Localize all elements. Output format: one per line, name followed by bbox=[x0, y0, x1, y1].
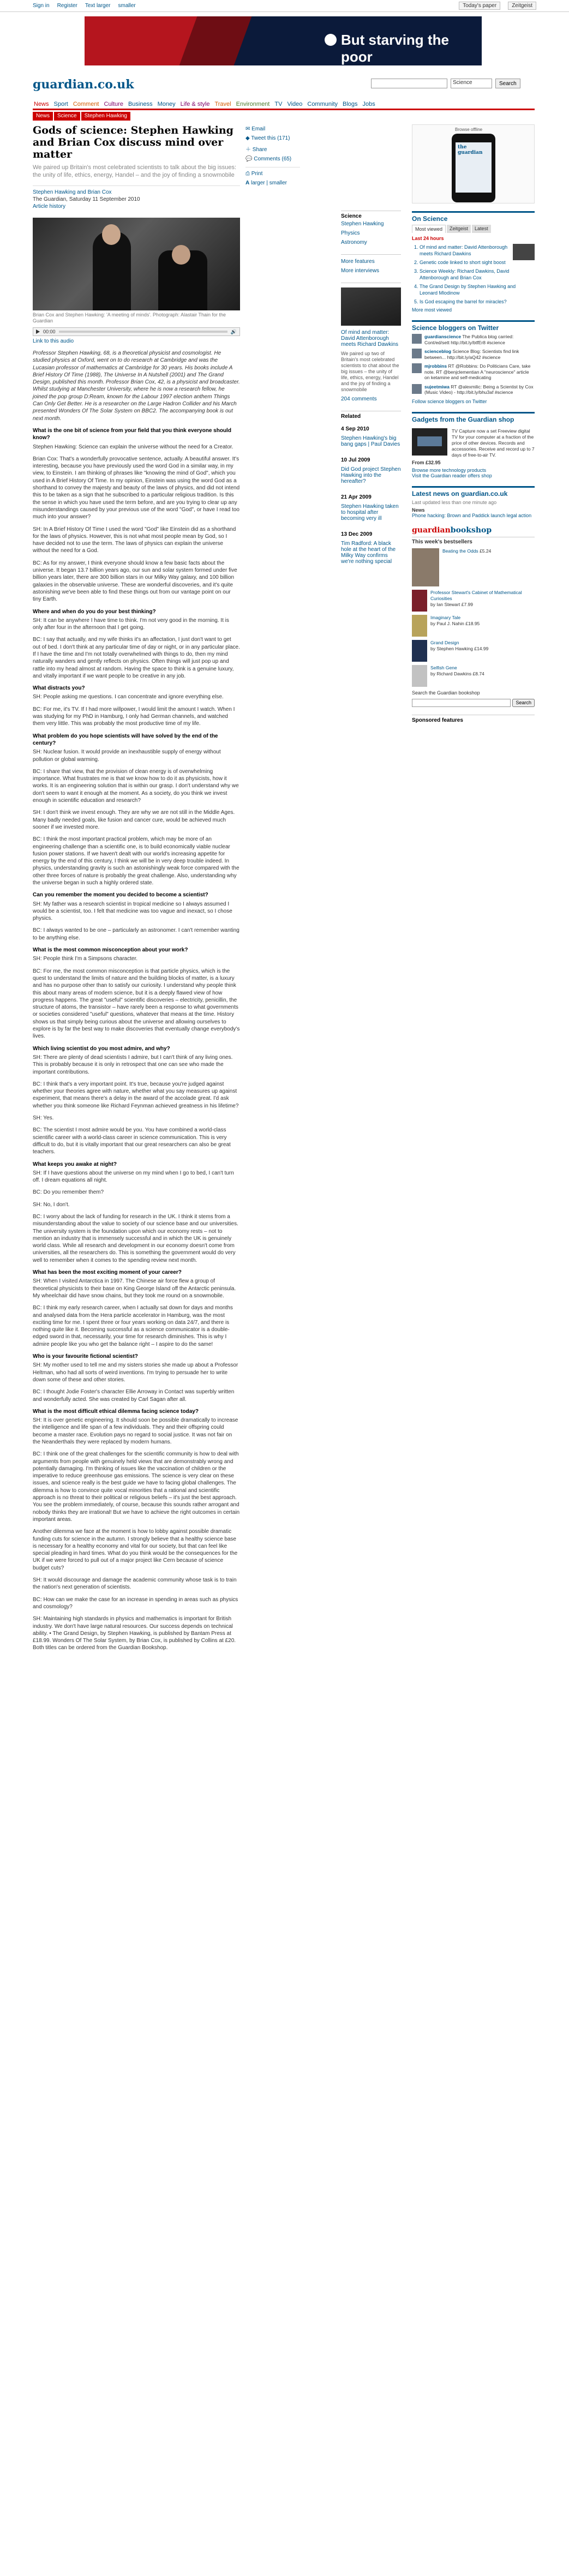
bookshop-logo[interactable] bbox=[412, 526, 535, 535]
list-item[interactable]: 2. Genetic code linked to short sight boost bbox=[420, 259, 535, 266]
interview-question: What distracts you? bbox=[33, 685, 85, 692]
book-price: £8.74 bbox=[472, 670, 484, 676]
related-heading: Related bbox=[341, 414, 361, 420]
section-heading: Science bbox=[341, 213, 362, 219]
article-paragraph: BC: I worry about the lack of funding for research in the UK. I think it stems from a misunderstanding about the value to society of our science base and our universities. The university system is the foundation upon which our economy rests – not to mention an industry that is immensely successful and in which the UK is genuinely world class. While all research and development in our economy doesn't come from universities, all the researchers do. This is something the government would do very well to remember when it comes to the spending review next month. bbox=[33, 1213, 238, 1263]
article-paragraph: BC: The scientist I most admire would be you. You have combined a world-class scientific career with a world-class career in science communication. This is very difficult to do, but it is vitally important that our great researchers can also be great teachers. bbox=[33, 1127, 231, 1155]
sponsored-features-heading: Sponsored features bbox=[412, 715, 535, 723]
book-price: £7.99 bbox=[461, 601, 473, 607]
book-cover bbox=[412, 640, 427, 662]
related-date: 10 Jul 2009 bbox=[341, 457, 370, 463]
latest-news-heading: Latest news on guardian.co.uk bbox=[412, 489, 508, 498]
article-paragraph: SH: In A Brief History Of Time I used the word "God" like Einstein did as a shorthand for the laws of physics. However, this is not what most people mean by God, so I have decided not to use the term. The laws of physics can explain the universe without the need for a God. bbox=[33, 526, 236, 554]
byline-source: The Guardian, Saturday 11 September 2010 bbox=[33, 196, 140, 202]
bookshop-search-label: Search the Guardian bookshop bbox=[412, 690, 480, 696]
blogger-text: The Publica blog carried: Cont/ed/sett http://bit.ly/btfEr8 #science bbox=[424, 334, 514, 345]
gadgets-heading: Gadgets from the Guardian shop bbox=[412, 415, 514, 423]
book-price: £14.99 bbox=[474, 645, 489, 651]
email-label: Email bbox=[251, 126, 266, 132]
article-paragraph: BC: How can we make the case for an increase in spending in areas such as physics and cosmology? bbox=[33, 1596, 238, 1610]
book-author: by Stephen Hawking bbox=[430, 645, 473, 651]
interview-question: What is the most common misconception about your work? bbox=[33, 947, 188, 954]
article-paragraph: Stephen Hawking: Science can explain the universe without the need for a Creator. bbox=[33, 444, 233, 450]
comments-link[interactable]: 💬 Comments (65) bbox=[245, 156, 292, 162]
bloggers-panel bbox=[412, 320, 535, 404]
blogger-name[interactable]: guardianscience bbox=[424, 334, 462, 339]
article-paragraph: BC: I always wanted to be one – particularly an astronomer. I can't remember wanting to be anything else. bbox=[33, 927, 239, 941]
interview-question: Which living scientist do you most admire, and why? bbox=[33, 1045, 170, 1052]
comments-label: Comments (65) bbox=[254, 156, 292, 162]
phone-ad-label: Browse offline bbox=[455, 127, 483, 132]
book-item[interactable] bbox=[412, 615, 535, 637]
nav-life-style[interactable]: Life & style bbox=[180, 101, 210, 107]
text-larger-link[interactable]: Text larger bbox=[85, 3, 111, 9]
book-author: by Richard Dawkins bbox=[430, 670, 472, 676]
article-paragraph: SH: If I have questions about the universe on my mind when I go to bed, I can't turn off. I dream equations all night. bbox=[33, 1170, 234, 1184]
avatar[interactable] bbox=[412, 363, 422, 373]
phone-screen-text: the guardian bbox=[458, 145, 483, 155]
more-features-link[interactable]: More features bbox=[341, 259, 375, 265]
tweet-label: Tweet this (171) bbox=[251, 135, 290, 141]
tweet-button[interactable]: ◆ Tweet this (171) bbox=[245, 135, 290, 141]
list-item[interactable]: 4. The Grand Design by Stephen Hawking and Leonard Mlodinow bbox=[420, 283, 535, 296]
phone-screen bbox=[456, 142, 492, 193]
interview-question: What problem do you hope scientists will have solved by the end of the century? bbox=[33, 733, 218, 746]
book-item[interactable] bbox=[412, 665, 535, 687]
bookshop-logo-guardian: guardian bbox=[412, 525, 451, 535]
nav-community[interactable]: Community bbox=[307, 101, 338, 107]
product-image bbox=[412, 428, 447, 456]
nav-money[interactable]: Money bbox=[157, 101, 176, 107]
byline bbox=[33, 185, 240, 210]
book-cover bbox=[412, 665, 427, 687]
article-paragraph: SH: I don't think we invest enough. They are why we are not still in the Middle Ages. Many badly needed goals, like fusion and cancer cure, would be achieved much sooner if we invested more. bbox=[33, 810, 235, 830]
nav-news[interactable]: News bbox=[34, 101, 49, 107]
ad-logo-icon bbox=[325, 34, 337, 46]
blogger-text: RT @alexmilic: Being a Scientist by Cox (Music Video) - http://bit.ly/bhu3af #science bbox=[424, 384, 534, 395]
ad-banner[interactable] bbox=[85, 16, 482, 65]
book-cover bbox=[412, 548, 439, 586]
article-tools bbox=[245, 124, 401, 565]
video-thumbnail[interactable] bbox=[341, 287, 401, 326]
book-item[interactable] bbox=[412, 640, 535, 662]
bloggers-heading: Science bloggers on Twitter bbox=[412, 324, 499, 332]
article-paragraph: SH: Yes. bbox=[33, 1115, 54, 1122]
article-paragraph: SH: When I visited Antarctica in 1997. The Chinese air force flew a group of theoretical physicists to their base on King George Island off the Antarctic peninsula. My wheelchair did have snow chains, but they took me round on a snowmobile. bbox=[33, 1278, 236, 1299]
blogger-name[interactable]: sujeetmiwa bbox=[424, 384, 450, 390]
latest-news-item[interactable]: Phone hacking: Brown and Paddick launch legal action bbox=[412, 512, 532, 518]
sign-in-link[interactable]: Sign in bbox=[33, 3, 50, 9]
article-paragraph: Brian Cox: That's a wonderfully provocative sentence, actually. A beautiful answer. It's interesting, because you have previously used the word God in a similar way, in my view, to Einstein. I am thinking of phrases like "knowing the mind of God", which you used in A Brief History Of Time. In my opinion, Einstein was using the word God as a shorthand to convey the majesty and beauty of the laws of physics, and did not intend this to be taken as a sign that he subscribed to a particular religious tradition. Is this the sense in which you have used the term before, and are you trying to clear up any misunderstandings caused by your previous use of the word "God", or have I read too much into your answer? bbox=[33, 456, 240, 520]
related-date: 4 Sep 2010 bbox=[341, 426, 369, 432]
right-column bbox=[412, 124, 535, 723]
audio-time: 00:00 bbox=[43, 329, 56, 334]
nav-sport[interactable]: Sport bbox=[53, 101, 68, 107]
article-paragraph: BC: I think my early research career, when I actually sat down for days and months and analysed data from the Hera particle accelerator in Hamburg, was the most exciting time for me. I spent three or four years working on data 24/7, and there is nothing quite like it. Becoming successful as a science communicator is a double-edged sword in that, necessarily, your time for research diminishes. This is why I admire people like you who get the balance right – I aspire to do the same! bbox=[33, 1305, 233, 1347]
gadget-price: From £32.95 bbox=[412, 459, 441, 465]
blogger-name[interactable]: scienceblog bbox=[424, 349, 452, 354]
photo-caption: Brian Cox and Stephen Hawking: 'A meeting of minds'. Photograph: Alastair Thain for the Guardian bbox=[33, 312, 226, 324]
article-paragraph: SH: It can be anywhere I have time to think. I'm not very good in the morning. It is only after four in the afternoon that I get going. bbox=[33, 617, 229, 631]
tab-zeitgeist[interactable]: Zeitgeist bbox=[447, 225, 471, 233]
related-block bbox=[341, 411, 401, 570]
section-link-hawking[interactable]: Stephen Hawking bbox=[341, 221, 384, 227]
interview-question: Can you remember the moment you decided to become a scientist? bbox=[33, 892, 208, 898]
register-link[interactable]: Register bbox=[57, 3, 77, 9]
nav-video[interactable]: Video bbox=[287, 101, 303, 107]
interview-question: Who is your favourite fictional scientist? bbox=[33, 1353, 138, 1360]
list-item-label: Of mind and matter: David Attenborough meets Richard Dawkins bbox=[420, 244, 508, 256]
breadcrumb bbox=[33, 112, 130, 121]
article-paragraph: Another dilemma we face at the moment is how to lobby against possible dramatic funding cuts for science in the autumn. I strongly believe that a healthy science base is necessary for a healthy economy and vital for our society, but that can feel like special pleading in hard times. What do you think would be the consequences for the UK if we were forced to pull out of a major project like Cern because of science budget cuts? bbox=[33, 1529, 238, 1571]
related-item bbox=[341, 423, 401, 451]
hero-photo bbox=[33, 218, 240, 310]
nav-jobs[interactable]: Jobs bbox=[362, 101, 375, 107]
article-paragraph: BC: As for my answer, I think everyone should know a few basic facts about the universe. It began 13.7 billion years ago, our sun and solar system formed under five billion years later, there are 300 billion stars in our Milky Way galaxy, and 100 billion galaxies in the observable universe. These are wonderful discoveries, and it's quite astonishing we've been able to find these things out from our vantage point on our tiny Earth. bbox=[33, 560, 237, 603]
article-paragraph: SH: Maintaining high standards in physics and mathematics is important for British industry. We don't have large natural resources. Our success depends on technical ability. • The Grand Design, by Stephen Hawking, is published by Bantam Press at £18.99. Wonders Of The Solar System, by Brian Cox, is published by Collins at £20. Both titles can be ordered from the Guardian Bookshop. bbox=[33, 1616, 236, 1651]
site-search bbox=[371, 79, 520, 88]
blogger-entry bbox=[412, 334, 535, 345]
blogger-entry bbox=[412, 384, 535, 396]
article-paragraph: SH: My mother used to tell me and my sisters stories she made up about a Professor Heltman, who had all sorts of weird inventions. I'm trying to persuade her to write down some of these and other stories. bbox=[33, 1362, 238, 1383]
article-paragraph: SH: It would discourage and damage the academic community whose task is to train the nation's next generation of scientists. bbox=[33, 1577, 237, 1591]
related-item bbox=[341, 491, 401, 525]
gadgets-panel bbox=[412, 412, 535, 478]
nav-environment[interactable]: Environment bbox=[236, 101, 270, 107]
blogger-name[interactable]: mjrobbins bbox=[424, 363, 447, 369]
gadget-promo[interactable] bbox=[412, 428, 535, 458]
more-most-viewed-link[interactable]: More most viewed bbox=[412, 307, 452, 313]
video-title[interactable]: Of mind and matter: David Attenborough meets Richard Dawkins bbox=[341, 330, 399, 348]
article-paragraph: BC: I thought Jodie Foster's character Ellie Arroway in Contact was superbly written and wonderfully acted. She was created by Carl Sagan after all. bbox=[33, 1389, 235, 1403]
related-item bbox=[341, 528, 401, 568]
article-paragraph: SH: No, I don't. bbox=[33, 1201, 70, 1208]
book-cover bbox=[412, 590, 427, 612]
article-sidebar bbox=[341, 209, 401, 577]
book-cover bbox=[412, 615, 427, 637]
search-scope-select[interactable]: Science bbox=[451, 79, 492, 88]
on-science-tabs bbox=[412, 225, 535, 233]
article-history-link[interactable]: Article history bbox=[33, 203, 66, 209]
search-input[interactable] bbox=[371, 79, 447, 88]
bookshop-panel bbox=[412, 526, 535, 707]
byline-authors[interactable]: Stephen Hawking and Brian Cox bbox=[33, 189, 112, 195]
nav-tv[interactable]: TV bbox=[274, 101, 283, 107]
article-paragraph: BC: For me, the most common misconception is that particle physics, which is the quest to understand the limits of nature and the building blocks of matter, is a luxury and has no purpose other than to satisfy our curiosity. I understand why people think this about many areas of modern science, but it is a deeply flawed view of how progress happens. The great "useful" scientific discoveries – electricity, penicillin, the structure of atoms, the transistor – have rarely been a response to what governments or societies considered "useful" questions, whatever that means at the time. History shows us that simply being curious about the universe and allowing ourselves to explore is by far the best way to make discoveries that eventually change everybody's lives. bbox=[33, 968, 240, 1040]
volume-icon[interactable]: 🔊 bbox=[230, 328, 237, 334]
gadget-description: TV Capture now a set Freeview digital TV for your computer at a fraction of the price of other devices. Records and accessories. Receive and record up to 7 days of free-to-air TV. bbox=[452, 428, 535, 458]
book-price: £18.95 bbox=[465, 620, 480, 626]
tab-most-viewed[interactable]: Most viewed bbox=[412, 225, 446, 233]
article-body bbox=[33, 350, 240, 1652]
article-paragraph: BC: I share that view, that the provision of clean energy is of overwhelming importance. What frustrates me is that we know how to do it as physicists, how it works. It is an engineering solution that is within our grasp. I don't understand why we don't seem to want it enough at the moment. As a society, do you think we invest enough in scientific education and research? bbox=[33, 768, 239, 804]
interview-question: What has been the most exciting moment of your career? bbox=[33, 1269, 182, 1276]
related-date: 13 Dec 2009 bbox=[341, 531, 373, 537]
list-item[interactable] bbox=[420, 244, 535, 257]
related-date: 21 Apr 2009 bbox=[341, 494, 372, 500]
latest-news-panel bbox=[412, 486, 535, 518]
search-button[interactable]: Search bbox=[495, 79, 520, 88]
avatar[interactable] bbox=[412, 384, 422, 394]
video-comments-link[interactable]: 204 comments bbox=[341, 396, 377, 402]
book-item[interactable] bbox=[412, 548, 535, 586]
avatar[interactable] bbox=[412, 349, 422, 358]
main-nav bbox=[33, 100, 535, 110]
share-button[interactable]: ＋ Share bbox=[245, 147, 267, 153]
bookshop-search bbox=[412, 699, 535, 707]
section-link-astronomy[interactable]: Astronomy bbox=[341, 239, 367, 245]
interview-question: Where and when do you do your best thinking? bbox=[33, 608, 156, 615]
book-author: by Paul J. Nahin bbox=[430, 620, 464, 626]
follow-bloggers-link[interactable]: Follow science bloggers on Twitter bbox=[412, 398, 487, 404]
article-paragraph: BC: I say that actually, and my wife thinks it's an affectation, I just don't want to get out of bed. I don't think at any particular time of day or night, or in any particular place. If I have the time and I'm not totally overwhelmed with things to do, then my mind naturally wanders and gently reflects on physics. Often things will just pop up and rattle into my head almost at random. Having the space to think is a genuine luxury, and vitally important if we want people to be creative in any job. bbox=[33, 637, 240, 679]
related-link[interactable]: Did God project Stephen Hawking into the hereafter? bbox=[341, 466, 401, 484]
article-paragraph: BC: For me, it's TV. If I had more willpower, I would limit the amount I watch. When I was studying for my PhD in Hamburg, I only had German channels, and watched them very little. This was probably the most productive time of my life. bbox=[33, 706, 235, 727]
more-interviews-link[interactable]: More interviews bbox=[341, 268, 380, 274]
avatar[interactable] bbox=[412, 334, 422, 344]
article-paragraph: SH: People asking me questions. I can concentrate and ignore everything else. bbox=[33, 694, 224, 700]
page-title: Gods of science: Stephen Hawking and Brian Cox discuss mind over matter bbox=[33, 124, 233, 160]
print-button[interactable]: ⎙ Print bbox=[245, 167, 300, 178]
video-description: We paired up two of Britain's most celebrated scientists to chat about the big issues – the unity of life, ethics, energy, Handel and the joy of finding a snowmobile bbox=[341, 351, 399, 392]
book-price: £5.24 bbox=[480, 548, 492, 554]
article-paragraph: BC: I think one of the great challenges for the scientific community is how to deal with arguments from people with genuinely held views that are demonstrably wrong and potentially damaging. I'm thinking of issues like the vaccination of children or the imperative to reduce greenhouse gas emissions. The science is very clear on these issues, and science really is the best guide we have to facing global challenges. The dilemma is how to convince quite vocal minorities that a rational and scientific approach is no threat to their political or religious beliefs – it's just the best approach. You see the problem immediately, of course, because this sounds rather arrogant and nobody thinks they are irrational! But we have to achieve the right outcomes in certain important areas. bbox=[33, 1451, 240, 1523]
article-paragraph: Professor Stephen Hawking, 68, is a theoretical physicist and cosmologist. He studied physics at Oxford, went on to do research at Cambridge and was the Lucasian professor of mathematics at Cambridge for 30 years. His books include A Brief History Of Time (1988), The Universe In A Nutshell (2001) and The Grand Design, published this month. Professor Brian Cox, 42, is a physicist and broadcaster. Whilst studying at Manchester University, where he is now a research fellow, he joined the pop group D:Ream, known for the Labour 1997 election anthem Things Can Only Get Better. He is a researcher on the Large Hadron Collider and his March presented Wonders Of The Solar System on BBC2. The accompanying book is out next month. bbox=[33, 350, 240, 422]
on-science-panel bbox=[412, 211, 535, 313]
blogger-text: RT @Robbins: Do Politicians Care, take note. RT @benjclementian A "neuroscience" article on ketamine and self-medicating bbox=[424, 363, 531, 380]
blogger-entry bbox=[412, 363, 535, 381]
blogger-text: Science Blog: Scientists find link between... http://bit.ly/aQ42 #science bbox=[424, 349, 519, 360]
print-label: Print bbox=[251, 171, 263, 177]
related-link[interactable]: Stephen Hawking taken to hospital after becoming very ill bbox=[341, 504, 399, 522]
nav-blogs[interactable]: Blogs bbox=[343, 101, 358, 107]
bestsellers-heading: This week's bestsellers bbox=[412, 537, 535, 545]
article-paragraph: SH: My father was a research scientist in tropical medicine so I always assumed I would be a scientist, too. I felt that medicine was too vague and inexact, so I chose physics. bbox=[33, 901, 232, 922]
masthead bbox=[33, 71, 535, 98]
book-item[interactable] bbox=[412, 590, 535, 612]
video-promo bbox=[341, 283, 401, 405]
zeitgeist-dropdown[interactable]: Zeitgeist bbox=[508, 2, 536, 10]
audio-link[interactable]: Link to this audio bbox=[33, 338, 74, 344]
book-title: Beating the Odds bbox=[442, 548, 478, 554]
interview-question: What is the most difficult ethical dilemma facing science today? bbox=[33, 1408, 199, 1415]
bookshop-search-button[interactable]: Search bbox=[512, 699, 535, 707]
most-viewed-list bbox=[412, 244, 535, 305]
section-link-physics[interactable]: Physics bbox=[341, 230, 360, 236]
reader-offers-link[interactable]: Visit the Guardian reader offers shop bbox=[412, 472, 492, 478]
phone-advert[interactable] bbox=[412, 124, 535, 203]
text-size-control[interactable]: A larger | smaller bbox=[245, 180, 287, 186]
top-utility-bar bbox=[0, 0, 569, 12]
article-paragraph: SH: It is over genetic engineering. It should soon be possible dramatically to increase the intelligence and life span of a few individuals. They and their offspring could become a master race. Evolution pays no regard to social justice. It was not fair on the Neanderthals they were replaced by modern humans. bbox=[33, 1417, 238, 1445]
on-science-heading: On Science bbox=[412, 215, 448, 223]
list-item-thumbnail bbox=[513, 244, 535, 260]
book-title: Selfish Gene bbox=[430, 664, 457, 670]
share-label: Share bbox=[252, 147, 267, 153]
nav-business[interactable]: Business bbox=[128, 101, 153, 107]
book-author: by Ian Stewart bbox=[430, 601, 460, 607]
photo-head-left bbox=[102, 224, 121, 245]
bookshop-logo-bookshop: bookshop bbox=[450, 525, 492, 535]
list-item[interactable]: 3. Science Weekly: Richard Dawkins, David Attenborough and Brian Cox bbox=[420, 268, 535, 281]
more-features-block bbox=[341, 254, 401, 277]
book-title: Imaginary Tale bbox=[430, 614, 461, 620]
section-links bbox=[341, 211, 401, 249]
standfirst: We paired up Britain's most celebrated scientists to talk about the big issues: the unity of life, ethics, energy, Handel – and the joy of finding a snowmobile bbox=[33, 164, 237, 178]
text-smaller-link[interactable]: smaller bbox=[118, 3, 136, 9]
book-title: Grand Design bbox=[430, 639, 459, 645]
ad-headline: But starving the poor bbox=[341, 32, 449, 65]
audio-progress-bar[interactable] bbox=[59, 331, 227, 333]
nav-travel[interactable]: Travel bbox=[214, 101, 231, 107]
latest-news-updated: Last updated less than one minute ago bbox=[412, 499, 497, 505]
article-paragraph: BC: I think the most important practical problem, which may be more of an engineering challenge than a scientific one, is to build economically viable nuclear fusion power stations. If we haven't dealt with our world's increasing appetite for energy by the end of this century, I think we will be in very deep trouble indeed. In physics, understanding gravity is such an astonishingly weak force compared with the other three forces of nature is probably the great challenge. Also, understanding why the universe began in such a highly ordered state. bbox=[33, 836, 239, 886]
browse-technology-link[interactable]: Browse more technology products bbox=[412, 467, 487, 473]
related-item bbox=[341, 454, 401, 488]
list-item[interactable]: 5. Is God escaping the barrel for miracles? bbox=[420, 298, 535, 305]
play-icon[interactable] bbox=[36, 330, 40, 334]
book-title: Professor Stewart's Cabinet of Mathematical Curiosities bbox=[430, 589, 522, 601]
nav-culture[interactable]: Culture bbox=[104, 101, 123, 107]
article-paragraph: SH: People think I'm a Simpsons character. bbox=[33, 956, 137, 962]
site-logo[interactable]: guardian.co.uk bbox=[33, 77, 134, 92]
breadcrumb-stephen-hawking[interactable]: Stephen Hawking bbox=[81, 112, 130, 121]
article-paragraph: BC: Do you remember them? bbox=[33, 1189, 104, 1196]
article-paragraph: BC: I think that's a very important point. It's true, because you're judged against whether your theories agree with nature, whether what you say measures up against experiment, that means there's a delay in the award of the accolade great. I'd ask whether you think someone like Richard Feynman achieved greatness in his lifetime? bbox=[33, 1081, 239, 1109]
breadcrumb-news[interactable]: News bbox=[33, 112, 53, 121]
bookshop-search-input[interactable] bbox=[412, 699, 511, 707]
todays-paper-dropdown[interactable]: Today's paper bbox=[459, 2, 500, 10]
tab-latest[interactable]: Latest bbox=[472, 225, 491, 233]
email-button[interactable]: ✉ Email bbox=[245, 126, 266, 132]
article-paragraph: SH: Nuclear fusion. It would provide an inexhaustible supply of energy without pollution or global warming. bbox=[33, 749, 221, 763]
related-link[interactable]: Stephen Hawking's big bang gaps | Paul Davies bbox=[341, 435, 400, 447]
last-24-hours-label: Last 24 hours bbox=[412, 236, 444, 241]
photo-head-right bbox=[172, 245, 190, 265]
article bbox=[33, 124, 401, 1657]
latest-news-section: News bbox=[412, 507, 425, 513]
interview-question: What is the one bit of science from your field that you think everyone should know? bbox=[33, 427, 231, 441]
blogger-entry bbox=[412, 349, 535, 360]
nav-comment[interactable]: Comment bbox=[73, 101, 99, 107]
article-paragraph: SH: There are plenty of dead scientists I admire, but I can't think of any living ones. This is probably because it is only in retrospect that one can see who made the important contributions. bbox=[33, 1054, 233, 1075]
interview-question: What keeps you awake at night? bbox=[33, 1161, 117, 1167]
breadcrumb-science[interactable]: Science bbox=[54, 112, 80, 121]
text-size-label: larger | smaller bbox=[251, 180, 287, 186]
audio-player bbox=[33, 327, 240, 336]
related-link[interactable]: Tim Radford: A black hole at the heart of the Milky Way confirms we're nothing special bbox=[341, 541, 396, 565]
